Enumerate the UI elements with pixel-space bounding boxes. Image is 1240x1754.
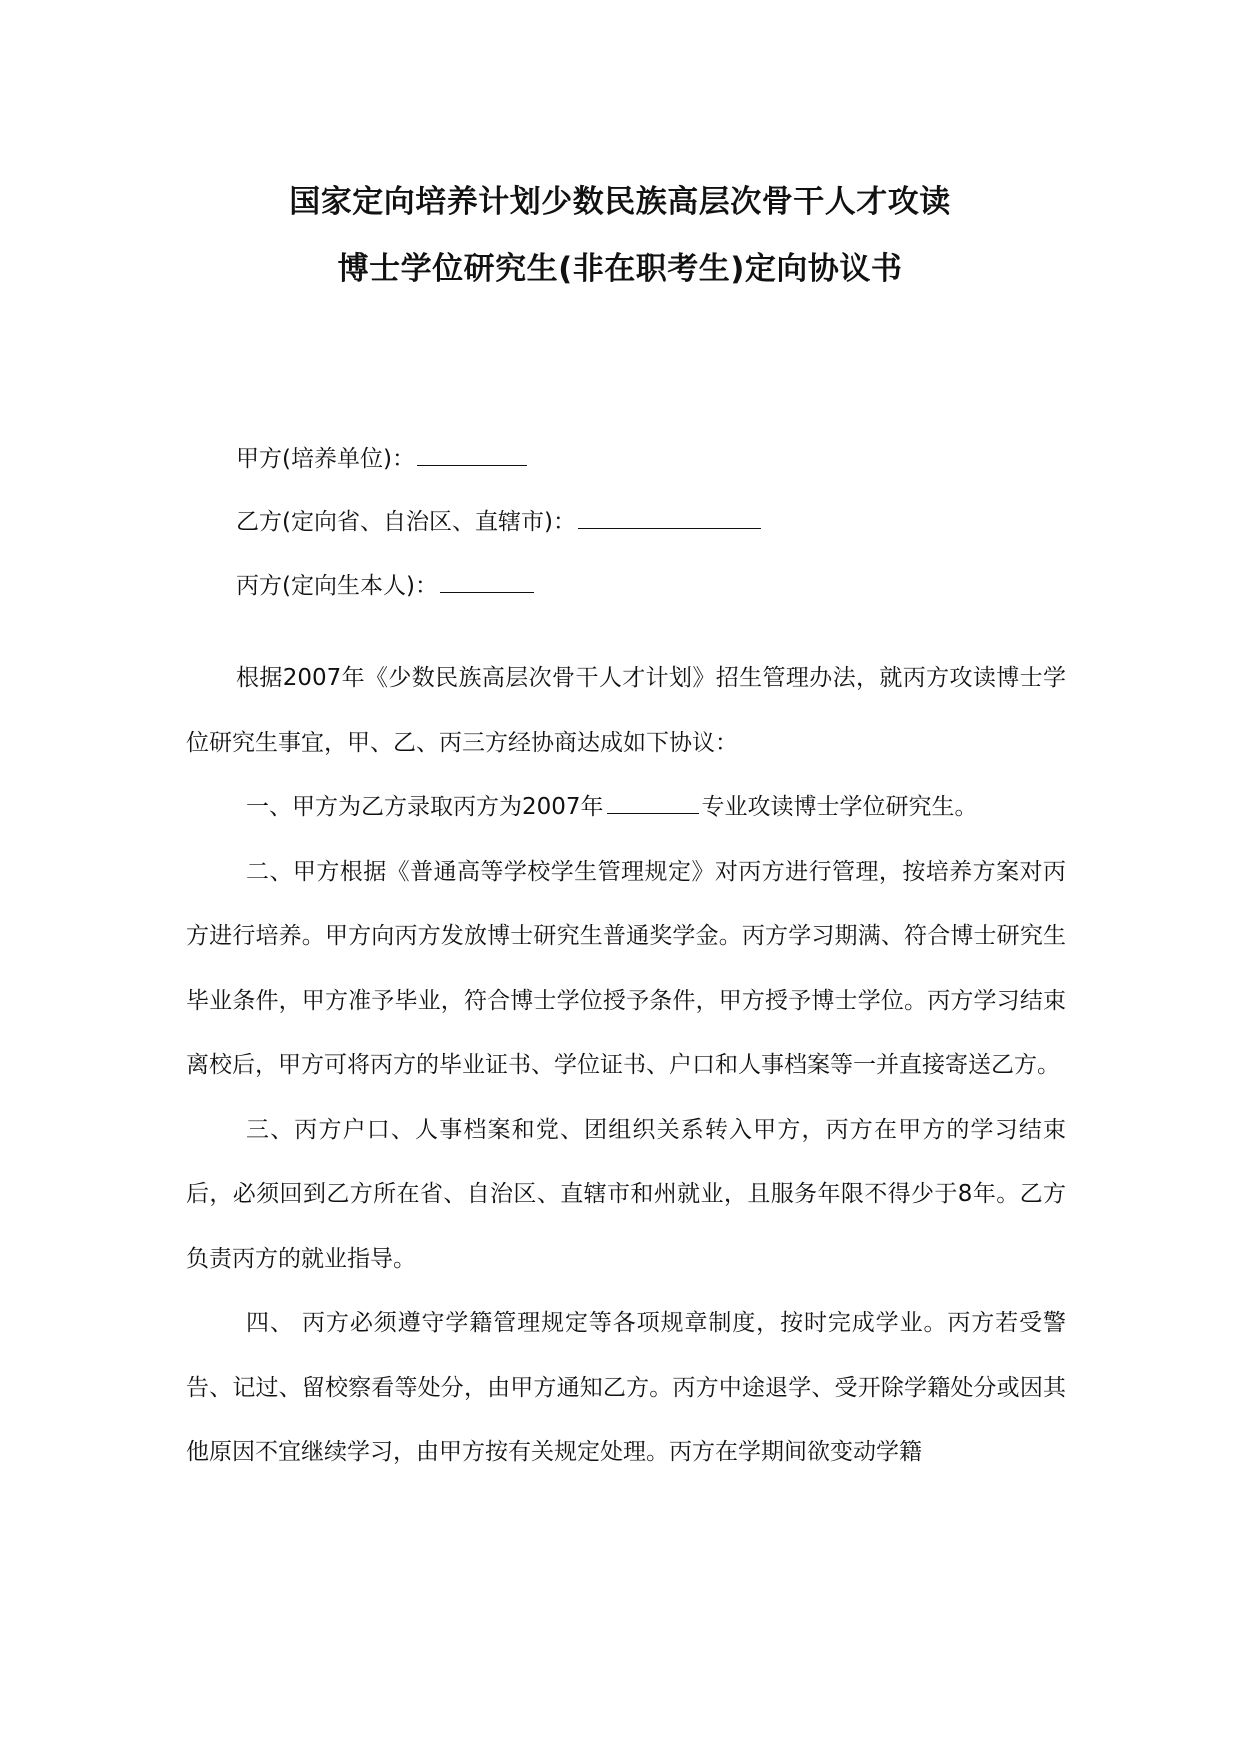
- document-title-line-1: 国家定向培养计划少数民族高层次骨干人才攻读: [289, 184, 951, 220]
- clause-4: 四、 丙方必须遵守学籍管理规定等各项规章制度，按时完成学业。丙方若受警告、记过、留校察看等处分，由甲方通知乙方。丙方中途退学、受开除学籍处分或因其他原因不宜继续学习，由甲方按有关规定处理。丙方在学期间欲变动学籍: [186, 1310, 1066, 1465]
- clause-1-text-before: 一、甲方为乙方录取丙方为2007年: [246, 794, 604, 820]
- party-a-blank: [417, 443, 527, 466]
- party-b-line: [236, 503, 761, 536]
- major-blank: [607, 793, 699, 814]
- clause-1: [186, 775, 1066, 840]
- document-title-line-2: 博士学位研究生(非在职考生)定向协议书: [337, 251, 903, 287]
- clause-3: 三、丙方户口、人事档案和党、团组织关系转入甲方，丙方在甲方的学习结束后，必须回到乙方所在省、自治区、直辖市和州就业，且服务年限不得少于8年。乙方负责丙方的就业指导。: [186, 1116, 1066, 1272]
- agreement-body: [186, 646, 1066, 1485]
- clause-2: 二、甲方根据《普通高等学校学生管理规定》对丙方进行管理，按培养方案对丙方进行培养。甲方向丙方发放博士研究生普通奖学金。丙方学习期满、符合博士研究生毕业条件，甲方准予毕业，符合博士学位授予条件，甲方授予博士学位。丙方学习结束离校后，甲方可将丙方的毕业证书、学位证书、户口和人事档案等一并直接寄送乙方。: [186, 858, 1066, 1078]
- party-c-label: 丙方(定向生本人)：: [236, 573, 438, 599]
- party-a-label: 甲方(培养单位)：: [236, 446, 415, 472]
- party-a-line: [236, 440, 527, 473]
- clause-1-text-after: 专业攻读博士学位研究生。: [701, 794, 978, 820]
- party-c-blank: [440, 570, 534, 593]
- party-c-line: [236, 567, 534, 600]
- intro-paragraph: 根据2007年《少数民族高层次骨干人才计划》招生管理办法，就丙方攻读博士学位研究生事宜，甲、乙、丙三方经协商达成如下协议：: [186, 665, 1066, 756]
- party-b-blank: [578, 506, 761, 529]
- party-b-label: 乙方(定向省、自治区、直辖市)：: [236, 509, 576, 535]
